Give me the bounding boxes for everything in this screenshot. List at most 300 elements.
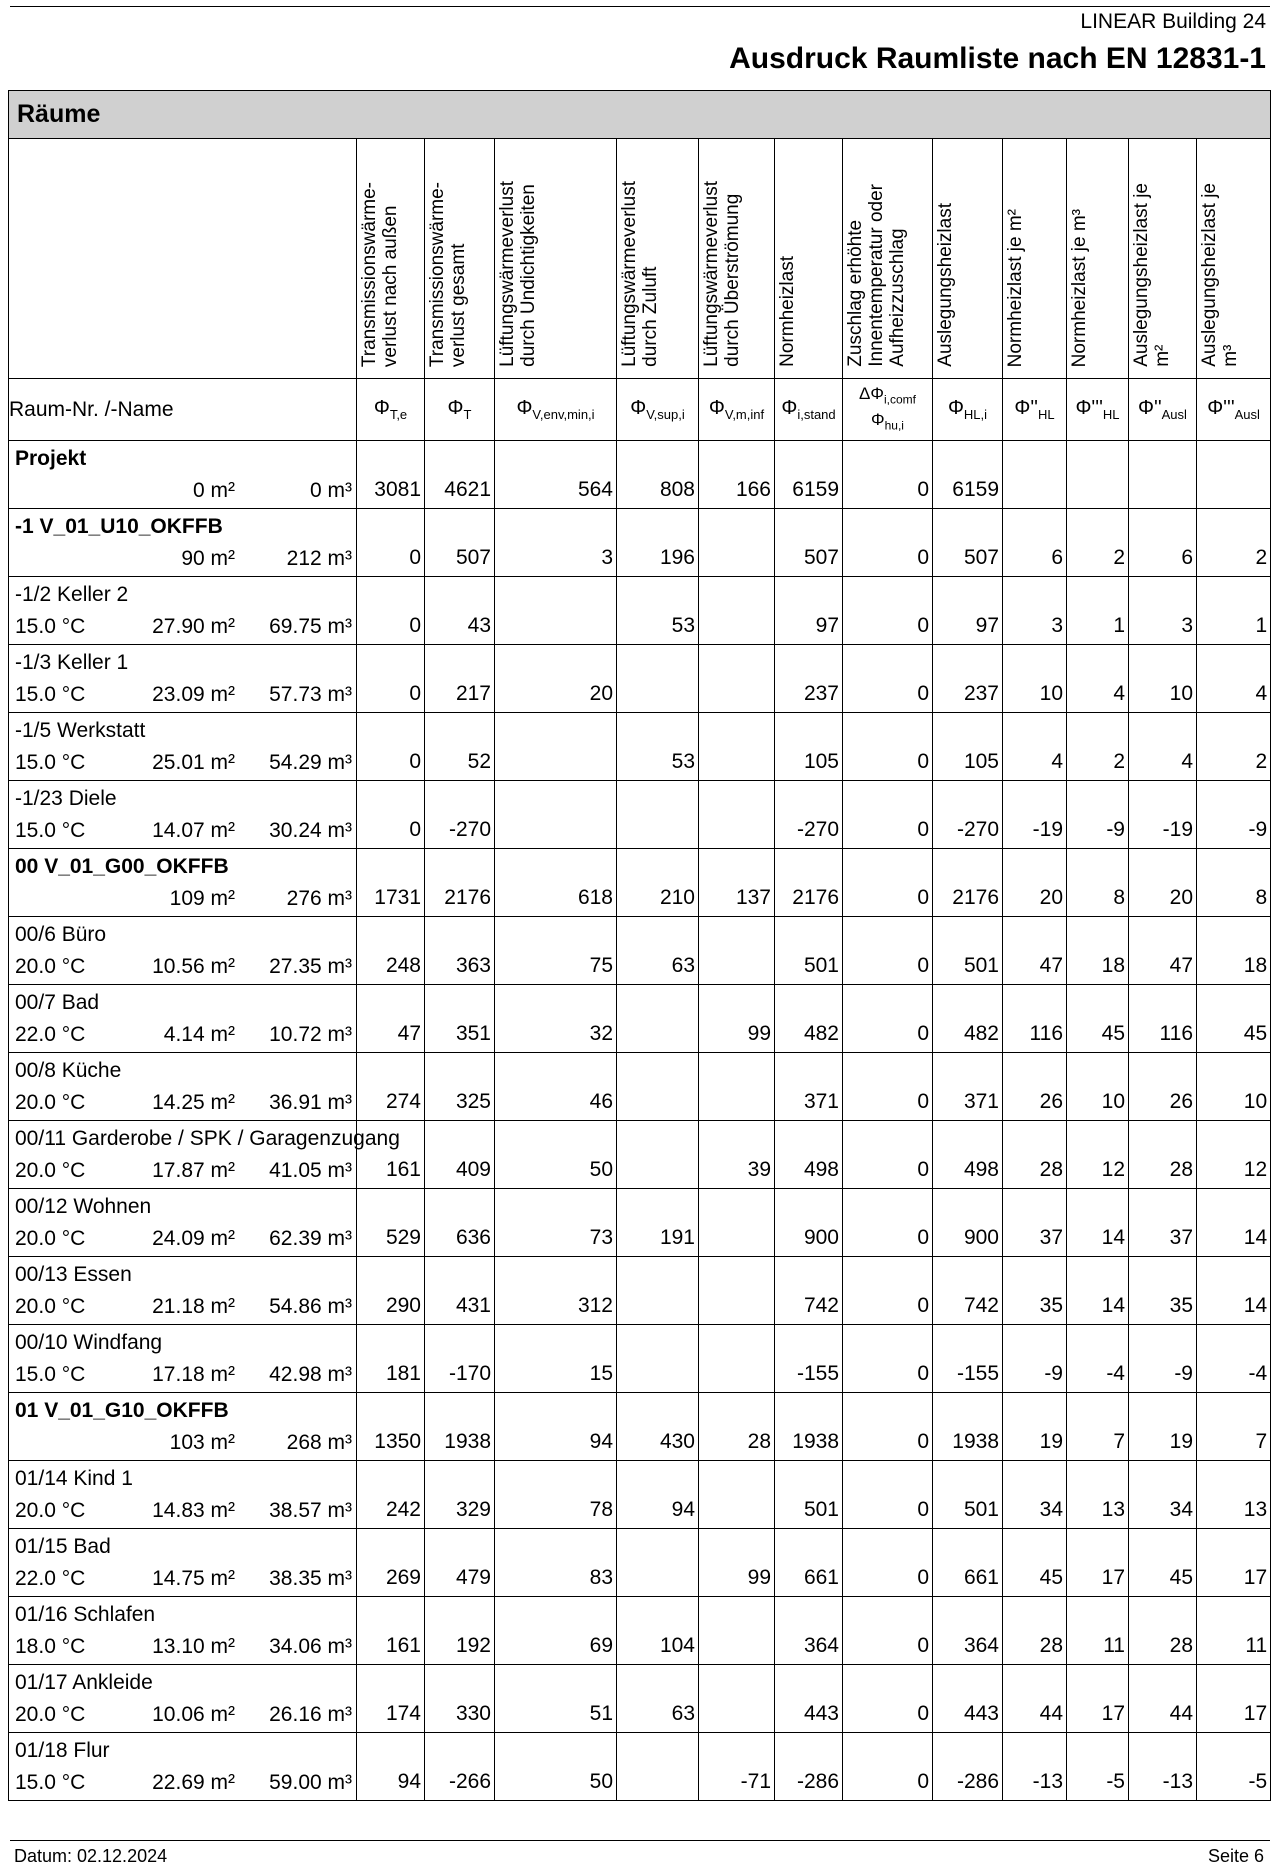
room-name: -1/2 Keller 2 (15, 583, 129, 606)
symbol-char: Φ (447, 397, 464, 419)
symbol-subscript: i,stand (797, 407, 836, 422)
column-description: Normheizlast je m² (1005, 208, 1026, 367)
room-metrics (9, 1769, 356, 1795)
column-description-cell (1129, 139, 1197, 379)
value-cell: 0 (843, 645, 933, 713)
value-cell: 6 (1129, 509, 1197, 577)
value-cell: 479 (425, 1529, 495, 1597)
value-cell: 1938 (775, 1393, 843, 1461)
value-cell: 329 (425, 1461, 495, 1529)
value-cell: 20 (1129, 849, 1197, 917)
value-cell: -155 (933, 1325, 1003, 1393)
value-cell: 17 (1067, 1665, 1129, 1733)
room-name: 00/11 Garderobe / SPK / Garagenzugang (15, 1127, 400, 1150)
column-symbol (1067, 397, 1128, 422)
room-metrics (9, 613, 356, 639)
value-cell: 192 (425, 1597, 495, 1665)
room-metrics (9, 953, 356, 979)
value-cell: 636 (425, 1189, 495, 1257)
column-description: Normheizlast (777, 256, 798, 367)
value-cell: 137 (699, 849, 775, 917)
blank-header-cell (9, 139, 357, 379)
value-cell: 105 (933, 713, 1003, 781)
room-volume: 57.73 m³ (269, 683, 352, 706)
value-cell: 3 (495, 509, 617, 577)
value-cell: 12 (1067, 1121, 1129, 1189)
value-cell: 2 (1067, 713, 1129, 781)
value-cell: 37 (1129, 1189, 1197, 1257)
value-cell: -286 (933, 1733, 1003, 1801)
table-row (9, 1325, 1271, 1393)
value-cell: -270 (425, 781, 495, 849)
value-cell: 45 (1067, 985, 1129, 1053)
value-cell: -9 (1067, 781, 1129, 849)
value-cell: -19 (1129, 781, 1197, 849)
room-name-cell (9, 1597, 357, 1665)
footer-page-number: Seite 6 (1207, 1846, 1264, 1866)
room-temperature: 20.0 °C (15, 1703, 86, 1726)
column-description-cell (699, 139, 775, 379)
value-cell: 28 (1129, 1121, 1197, 1189)
table-row (9, 1529, 1271, 1597)
value-cell: 14 (1067, 1257, 1129, 1325)
value-cell: 7 (1067, 1393, 1129, 1461)
room-volume: 268 m³ (286, 1431, 352, 1454)
value-cell: 808 (617, 441, 699, 509)
room-temperature: 20.0 °C (15, 1159, 86, 1182)
room-name: 00/8 Küche (15, 1059, 122, 1082)
value-cell: -9 (1003, 1325, 1067, 1393)
value-cell: 0 (843, 713, 933, 781)
value-cell: 99 (699, 985, 775, 1053)
value-cell: 0 (357, 713, 425, 781)
value-cell: 10 (1003, 645, 1067, 713)
value-cell: -13 (1003, 1733, 1067, 1801)
value-cell: 409 (425, 1121, 495, 1189)
value-cell: 43 (425, 577, 495, 645)
room-area: 23.09 m² (152, 683, 235, 706)
room-volume: 38.35 m³ (269, 1567, 352, 1590)
symbol-char: Φ (708, 397, 725, 419)
table-row (9, 985, 1271, 1053)
value-cell: -270 (775, 781, 843, 849)
value-cell: 248 (357, 917, 425, 985)
table-row (9, 1733, 1271, 1801)
value-cell: 45 (1003, 1529, 1067, 1597)
room-name: 01 V_01_G10_OKFFB (15, 1399, 229, 1422)
value-cell: 97 (933, 577, 1003, 645)
symbol-subscript: V,env,min,i (532, 407, 595, 422)
value-cell: 0 (843, 1053, 933, 1121)
value-cell: 0 (357, 781, 425, 849)
value-cell: 3 (1003, 577, 1067, 645)
section-title: Räume (9, 91, 1271, 139)
column-description-cell (1003, 139, 1067, 379)
value-cell: 501 (933, 917, 1003, 985)
value-cell: 661 (775, 1529, 843, 1597)
value-cell (699, 713, 775, 781)
value-cell: 237 (775, 645, 843, 713)
room-metrics (9, 1701, 356, 1727)
value-cell: 46 (495, 1053, 617, 1121)
room-name: -1/3 Keller 1 (15, 651, 129, 674)
room-name-cell (9, 645, 357, 713)
value-cell: 498 (933, 1121, 1003, 1189)
table-row (9, 645, 1271, 713)
room-temperature: 20.0 °C (15, 1091, 86, 1114)
value-cell (617, 1053, 699, 1121)
column-description-row (9, 139, 1271, 379)
room-name: 00/10 Windfang (15, 1331, 163, 1354)
value-cell: 501 (775, 917, 843, 985)
column-symbol-cell (357, 379, 425, 441)
room-list-table (8, 90, 1271, 1801)
room-name-cell (9, 1733, 357, 1801)
table-row (9, 577, 1271, 645)
value-cell: 501 (933, 1461, 1003, 1529)
table-row (9, 1461, 1271, 1529)
room-volume: 62.39 m³ (269, 1227, 352, 1250)
value-cell: 47 (357, 985, 425, 1053)
value-cell: 161 (357, 1121, 425, 1189)
table-row (9, 781, 1271, 849)
table-row (9, 1189, 1271, 1257)
column-description-cell (933, 139, 1003, 379)
value-cell (699, 1257, 775, 1325)
room-metrics (9, 1429, 356, 1455)
room-metrics (9, 1633, 356, 1659)
value-cell: 104 (617, 1597, 699, 1665)
value-cell: 443 (775, 1665, 843, 1733)
column-symbol-cell (1067, 379, 1129, 441)
column-symbol-cell (495, 379, 617, 441)
value-cell: 10 (1197, 1053, 1271, 1121)
value-cell: 443 (933, 1665, 1003, 1733)
value-cell: 1938 (933, 1393, 1003, 1461)
room-volume: 54.29 m³ (269, 751, 352, 774)
value-cell: 10 (1067, 1053, 1129, 1121)
symbol-char: Φ (781, 397, 798, 419)
room-volume: 69.75 m³ (269, 615, 352, 638)
value-cell: 4 (1067, 645, 1129, 713)
value-cell: 217 (425, 645, 495, 713)
value-cell: 161 (357, 1597, 425, 1665)
value-cell: 742 (775, 1257, 843, 1325)
value-cell: 0 (357, 577, 425, 645)
column-symbol (357, 397, 424, 422)
value-cell: 196 (617, 509, 699, 577)
column-description-cell (1197, 139, 1271, 379)
value-cell: 28 (1003, 1597, 1067, 1665)
value-cell: 0 (843, 1257, 933, 1325)
value-cell (617, 1121, 699, 1189)
room-name: 00/6 Büro (15, 923, 107, 946)
value-cell (699, 1461, 775, 1529)
value-cell: 19 (1003, 1393, 1067, 1461)
value-cell: 13 (1067, 1461, 1129, 1529)
room-name-cell (9, 509, 357, 577)
room-temperature: 20.0 °C (15, 955, 86, 978)
value-cell: 3 (1129, 577, 1197, 645)
value-cell (1067, 441, 1129, 509)
room-metrics (9, 477, 356, 503)
value-cell: 0 (843, 849, 933, 917)
value-cell: 63 (617, 917, 699, 985)
value-cell: 274 (357, 1053, 425, 1121)
column-description: Lüftungswärmeverlust durch Überströmung (701, 181, 743, 367)
room-temperature (15, 1431, 125, 1455)
value-cell: 174 (357, 1665, 425, 1733)
column-symbol (495, 397, 616, 422)
value-cell: 364 (775, 1597, 843, 1665)
value-cell: 364 (933, 1597, 1003, 1665)
room-name: 00/7 Bad (15, 991, 100, 1014)
value-cell: 20 (495, 645, 617, 713)
room-volume: 54.86 m³ (269, 1295, 352, 1318)
value-cell: 0 (843, 441, 933, 509)
room-area: 90 m² (181, 547, 235, 570)
room-temperature (15, 887, 125, 911)
room-name-cell (9, 1189, 357, 1257)
room-temperature: 18.0 °C (15, 1635, 86, 1658)
value-cell: 0 (843, 577, 933, 645)
value-cell: 14 (1067, 1189, 1129, 1257)
value-cell: 618 (495, 849, 617, 917)
value-cell (1197, 441, 1271, 509)
column-symbol-cell (933, 379, 1003, 441)
column-description: Auslegungsheizlast (935, 203, 956, 367)
symbol-char: Φ (630, 397, 647, 419)
room-name-cell (9, 1529, 357, 1597)
value-cell: 900 (775, 1189, 843, 1257)
value-cell: 290 (357, 1257, 425, 1325)
value-cell: 1 (1067, 577, 1129, 645)
room-name-cell (9, 577, 357, 645)
value-cell: 34 (1003, 1461, 1067, 1529)
value-cell: 0 (843, 781, 933, 849)
column-description-cell (843, 139, 933, 379)
value-cell: 0 (357, 509, 425, 577)
symbol-subscript: i,comf (883, 392, 916, 407)
value-cell: 20 (1003, 849, 1067, 917)
room-volume: 34.06 m³ (269, 1635, 352, 1658)
room-metrics (9, 1225, 356, 1251)
symbol-subscript: hu,i (884, 417, 904, 432)
value-cell: 1938 (425, 1393, 495, 1461)
symbol-subscript: HL (1102, 407, 1120, 422)
room-volume: 36.91 m³ (269, 1091, 352, 1114)
room-volume: 59.00 m³ (269, 1771, 352, 1794)
room-temperature: 15.0 °C (15, 819, 86, 842)
symbol-subscript: V,m,inf (724, 407, 765, 422)
value-cell (495, 577, 617, 645)
room-volume: 0 m³ (310, 479, 352, 502)
value-cell: 34 (1129, 1461, 1197, 1529)
value-cell: 363 (425, 917, 495, 985)
value-cell: 78 (495, 1461, 617, 1529)
value-cell (617, 985, 699, 1053)
room-metrics (9, 749, 356, 775)
value-cell: -286 (775, 1733, 843, 1801)
room-volume: 212 m³ (286, 547, 352, 570)
value-cell: 312 (495, 1257, 617, 1325)
value-cell: -9 (1197, 781, 1271, 849)
value-cell: 51 (495, 1665, 617, 1733)
value-cell: 35 (1129, 1257, 1197, 1325)
room-area: 10.56 m² (152, 955, 235, 978)
value-cell: 237 (933, 645, 1003, 713)
value-cell: 50 (495, 1121, 617, 1189)
room-name: 00/12 Wohnen (15, 1195, 152, 1218)
room-name: 00 V_01_G00_OKFFB (15, 855, 229, 878)
room-name-cell (9, 1393, 357, 1461)
symbol-subscript: T (463, 407, 472, 422)
column-description: Normheizlast je m³ (1069, 208, 1090, 367)
column-symbol (775, 397, 842, 422)
symbol-char: ΔΦ (859, 384, 884, 404)
room-metrics (9, 1293, 356, 1319)
value-cell: 507 (775, 509, 843, 577)
value-cell (617, 1733, 699, 1801)
value-cell: 63 (617, 1665, 699, 1733)
value-cell: 2176 (775, 849, 843, 917)
value-cell: 53 (617, 577, 699, 645)
value-cell: 430 (617, 1393, 699, 1461)
value-cell: -9 (1129, 1325, 1197, 1393)
room-temperature (15, 479, 125, 503)
value-cell: 325 (425, 1053, 495, 1121)
value-cell: 501 (775, 1461, 843, 1529)
table-row (9, 1665, 1271, 1733)
room-volume: 27.35 m³ (269, 955, 352, 978)
value-cell: 17 (1197, 1529, 1271, 1597)
room-metrics (9, 817, 356, 843)
room-volume: 30.24 m³ (269, 819, 352, 842)
value-cell: 1 (1197, 577, 1271, 645)
column-description-cell (357, 139, 425, 379)
value-cell: 8 (1197, 849, 1271, 917)
value-cell: 564 (495, 441, 617, 509)
column-description: Lüftungswärmeverlust durch Undichtigkeiten (497, 181, 539, 367)
value-cell: 0 (843, 509, 933, 577)
room-name: 01/17 Ankleide (15, 1671, 153, 1694)
room-name: 01/15 Bad (15, 1535, 111, 1558)
value-cell: 498 (775, 1121, 843, 1189)
value-cell (699, 1053, 775, 1121)
value-cell: 431 (425, 1257, 495, 1325)
room-volume: 26.16 m³ (269, 1703, 352, 1726)
room-temperature: 22.0 °C (15, 1023, 86, 1046)
value-cell: 181 (357, 1325, 425, 1393)
value-cell: -71 (699, 1733, 775, 1801)
room-area: 109 m² (169, 887, 235, 910)
value-cell: 482 (775, 985, 843, 1053)
room-area: 17.18 m² (152, 1363, 235, 1386)
value-cell: -5 (1067, 1733, 1129, 1801)
value-cell: -19 (1003, 781, 1067, 849)
name-column-label: Raum-Nr. /-Name (9, 379, 357, 441)
footer-rule (10, 1840, 1270, 1841)
top-rule (10, 6, 1270, 7)
value-cell: 116 (1003, 985, 1067, 1053)
room-name-cell (9, 1325, 357, 1393)
column-symbol-cell (775, 379, 843, 441)
page-title: Ausdruck Raumliste nach EN 12831-1 (729, 42, 1266, 75)
value-cell: 0 (357, 645, 425, 713)
table-row (9, 509, 1271, 577)
value-cell: 69 (495, 1597, 617, 1665)
value-cell: 3081 (357, 441, 425, 509)
column-description: Zuschlag erhöhte Innentemperatur oder Aufheizzuschlag (845, 184, 908, 367)
room-metrics (9, 1361, 356, 1387)
room-area: 22.69 m² (152, 1771, 235, 1794)
symbol-char: Φ''' (1075, 397, 1103, 419)
value-cell: 4 (1129, 713, 1197, 781)
value-cell: 26 (1003, 1053, 1067, 1121)
room-area: 25.01 m² (152, 751, 235, 774)
value-cell: -4 (1197, 1325, 1271, 1393)
symbol-subscript: V,sup,i (646, 407, 685, 422)
value-cell: 17 (1197, 1665, 1271, 1733)
value-cell: 94 (495, 1393, 617, 1461)
column-symbol (1197, 397, 1270, 422)
room-name-cell (9, 985, 357, 1053)
value-cell (699, 1325, 775, 1393)
value-cell: 13 (1197, 1461, 1271, 1529)
column-symbol-cell (1129, 379, 1197, 441)
room-metrics (9, 681, 356, 707)
value-cell: 0 (843, 1325, 933, 1393)
symbol-subscript: T,e (389, 407, 408, 422)
column-description: Transmissionswärme- verlust gesamt (427, 181, 469, 367)
section-header-row (9, 91, 1271, 139)
column-symbol-cell (699, 379, 775, 441)
room-volume: 10.72 m³ (269, 1023, 352, 1046)
room-temperature: 20.0 °C (15, 1295, 86, 1318)
value-cell: 351 (425, 985, 495, 1053)
value-cell: 2 (1197, 509, 1271, 577)
table-row (9, 1053, 1271, 1121)
room-area: 21.18 m² (152, 1295, 235, 1318)
value-cell: 105 (775, 713, 843, 781)
value-cell: 269 (357, 1529, 425, 1597)
value-cell: 94 (357, 1733, 425, 1801)
value-cell: 0 (843, 1665, 933, 1733)
column-symbol-cell (425, 379, 495, 441)
value-cell: 0 (843, 1597, 933, 1665)
value-cell (699, 645, 775, 713)
value-cell: 0 (843, 1733, 933, 1801)
value-cell: 330 (425, 1665, 495, 1733)
value-cell (617, 1529, 699, 1597)
value-cell: -170 (425, 1325, 495, 1393)
value-cell: 28 (699, 1393, 775, 1461)
value-cell: 26 (1129, 1053, 1197, 1121)
column-description: Transmissionswärme- verlust nach außen (359, 181, 401, 367)
room-metrics (9, 1565, 356, 1591)
value-cell: 99 (699, 1529, 775, 1597)
room-name: 01/14 Kind 1 (15, 1467, 133, 1490)
value-cell: -270 (933, 781, 1003, 849)
value-cell (699, 917, 775, 985)
value-cell: 0 (843, 917, 933, 985)
value-cell: 482 (933, 985, 1003, 1053)
value-cell: 47 (1129, 917, 1197, 985)
symbol-char: Φ'' (1014, 397, 1038, 419)
column-symbol-cell (843, 379, 933, 441)
column-symbol-cell (617, 379, 699, 441)
value-cell (495, 713, 617, 781)
